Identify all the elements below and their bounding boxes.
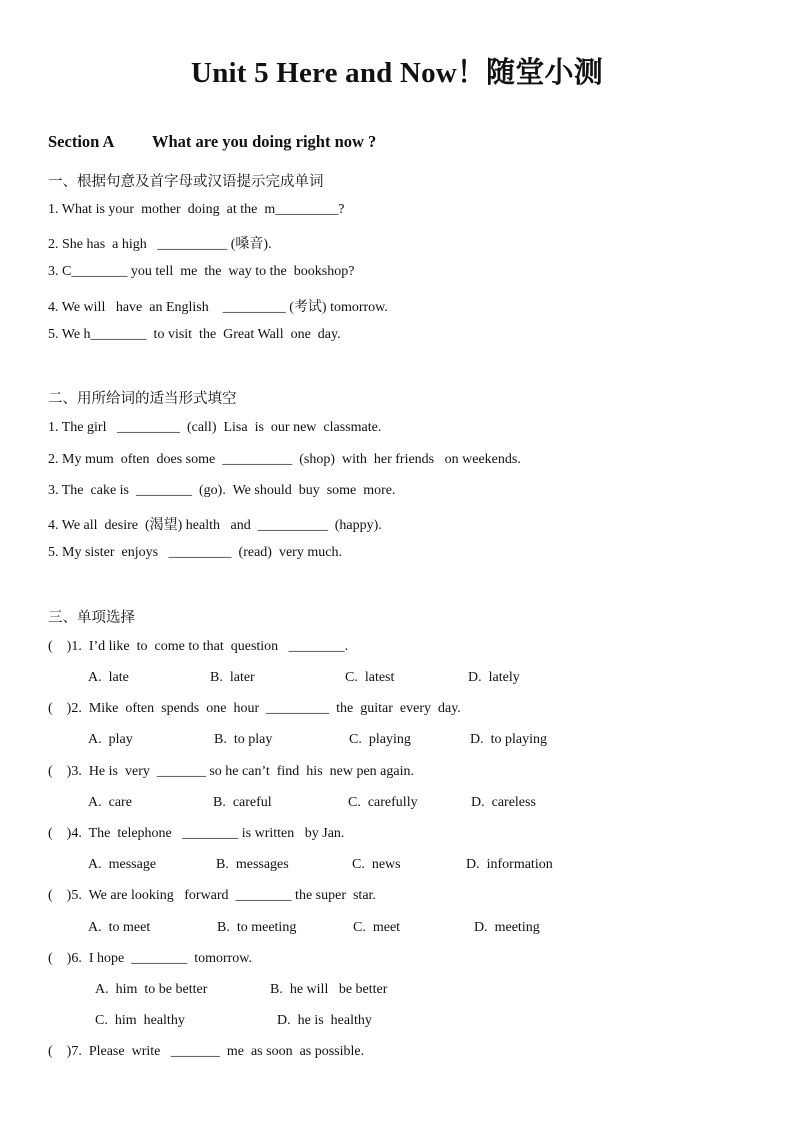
option-b: B. messages: [216, 857, 289, 872]
part1-item: 1. What is your mother doing at the m_________?: [48, 202, 345, 217]
question-stem: ( )4. The telephone ________ is written by Jan.: [48, 826, 345, 841]
part2-item: 4. We all desire (渴望) health and __________ (happy).: [48, 518, 382, 533]
part1-item: 2. She has a high __________ (嗓音).: [48, 237, 272, 252]
option-b: B. to play: [214, 732, 273, 747]
section-a-heading: What are you doing right now ?: [152, 132, 377, 151]
question-stem: ( )7. Please write _______ me as soon as possible.: [48, 1044, 365, 1059]
part1-item: 5. We h________ to visit the Great Wall one day.: [48, 327, 341, 342]
option-a: A. care: [88, 795, 132, 810]
part2-item: 1. The girl _________ (call) Lisa is our new classmate.: [48, 420, 382, 435]
option-d: D. information: [466, 857, 553, 872]
option-d: D. lately: [468, 670, 520, 685]
question-stem: ( )2. Mike often spends one hour _________ the guitar every day.: [48, 701, 461, 716]
option-b: B. he will be better: [270, 982, 388, 997]
option-a: A. to meet: [88, 920, 151, 935]
part3-heading: 三、单项选择: [48, 610, 135, 626]
part2-item: 3. The cake is ________ (go). We should buy some more.: [48, 483, 396, 498]
option-d: D. he is healthy: [277, 1013, 372, 1028]
part1-heading: 一、根据句意及首字母或汉语提示完成单词: [48, 174, 324, 190]
part2-item: 2. My mum often does some __________ (shop) with her friends on weekends.: [48, 452, 521, 467]
option-a: A. message: [88, 857, 157, 872]
option-d: D. to playing: [470, 732, 547, 747]
option-d: D. meeting: [474, 920, 540, 935]
question-stem: ( )1. I’d like to come to that question ________.: [48, 639, 349, 654]
option-c: C. meet: [353, 920, 401, 935]
option-a: A. late: [88, 670, 129, 685]
section-a-label: Section A: [48, 132, 115, 151]
option-a: A. him to be better: [95, 982, 208, 997]
question-stem: ( )6. I hope ________ tomorrow.: [48, 951, 253, 966]
page-title: Unit 5 Here and Now！随堂小测: [191, 57, 603, 89]
option-a: A. play: [88, 732, 133, 747]
option-b: B. careful: [213, 795, 272, 810]
question-stem: ( )3. He is very _______ so he can’t find his new pen again.: [48, 764, 414, 779]
option-c: C. him healthy: [95, 1013, 185, 1028]
part2-item: 5. My sister enjoys _________ (read) very much.: [48, 545, 342, 560]
option-c: C. news: [352, 857, 401, 872]
option-b: B. later: [210, 670, 255, 685]
question-stem: ( )5. We are looking forward ________ the super star.: [48, 888, 376, 903]
option-c: C. playing: [349, 732, 411, 747]
option-b: B. to meeting: [217, 920, 297, 935]
part1-item: 4. We will have an English _________ (考试) tomorrow.: [48, 300, 388, 315]
part1-item: 3. C________ you tell me the way to the bookshop?: [48, 264, 355, 279]
option-c: C. carefully: [348, 795, 418, 810]
part2-heading: 二、用所给词的适当形式填空: [48, 391, 237, 407]
option-c: C. latest: [345, 670, 395, 685]
option-d: D. careless: [471, 795, 536, 810]
